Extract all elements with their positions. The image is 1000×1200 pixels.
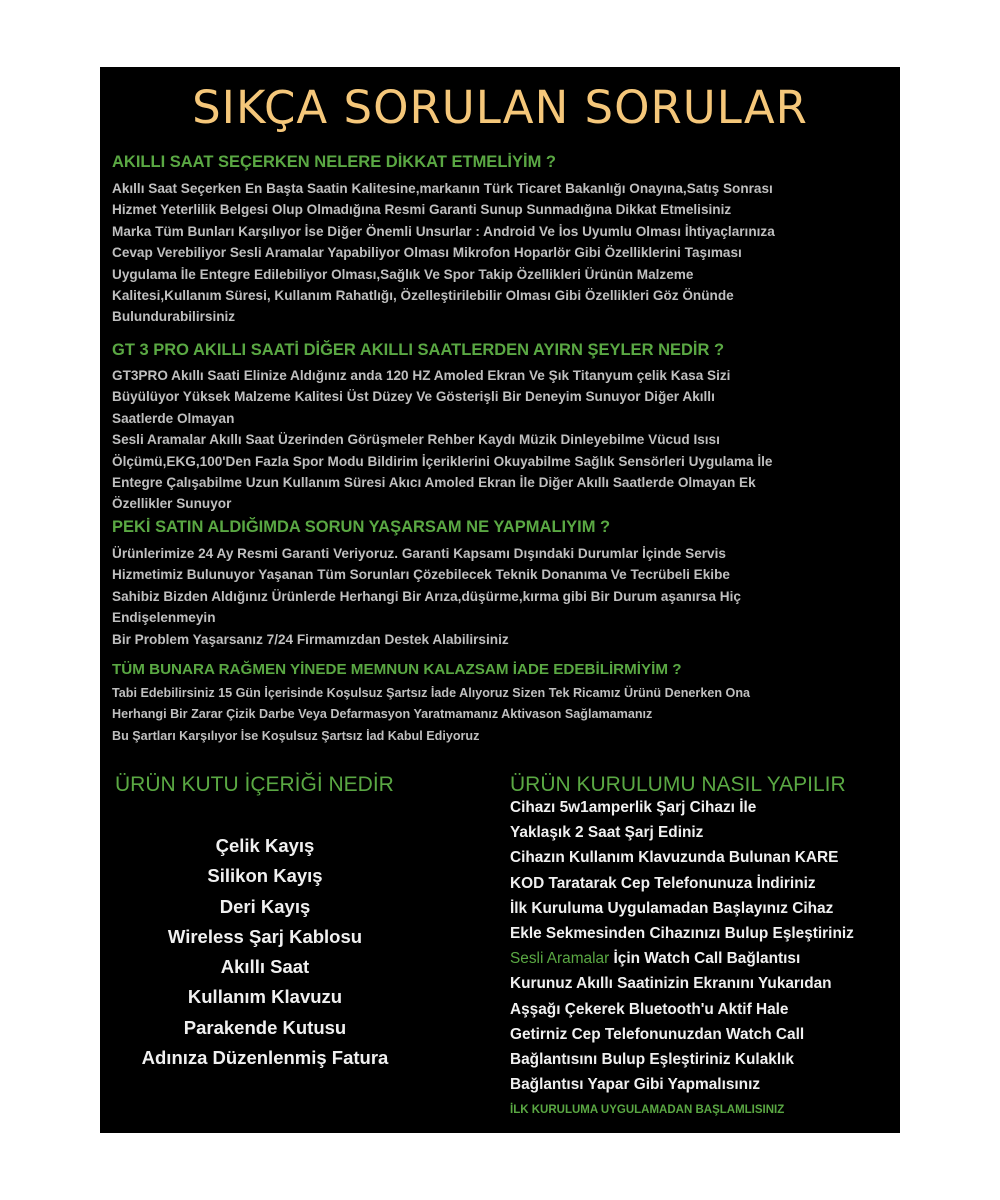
faq-answer-4 (112, 683, 897, 747)
answer-line: Kalitesi,Kullanım Süresi, Kullanım Rahatlığı, Özelleştirilebilir Olması Gibi Özellikleri Göz Önünde (112, 288, 734, 304)
answer-line: Bir Problem Yaşarsanız 7/24 Firmamızdan Destek Alabilirsiniz (112, 631, 509, 647)
faq-question-1: AKILLI SAAT SEÇERKEN NELERE DİKKAT ETMELİYİM ? (112, 153, 556, 171)
answer-line: Marka Tüm Bunları Karşılıyor İse Diğer Önemli Unsurlar : Android Ve İos Uyumlu Olması İhtiyaçlarınıza (112, 223, 775, 239)
setup-line: Cihazın Kullanım Klavuzunda Bulunan KARE (510, 849, 839, 867)
answer-line: Ölçümü,EKG,100'Den Fazla Spor Modu Bildirim İçeriklerini Okuyabilme Sağlık Sensörleri Uygulama İle (112, 453, 773, 469)
box-contents-heading: ÜRÜN KUTU İÇERİĞİ NEDİR (115, 773, 394, 796)
setup-line: Getirniz Cep Telefonunuzdan Watch Call (510, 1025, 805, 1043)
setup-line: Ekle Sekmesinden Cihazınızı Bulup Eşleştiriniz (510, 925, 854, 943)
list-item: Adınıza Düzenlenmiş Fatura (141, 1047, 389, 1069)
answer-line: Uygulama İle Entegre Edilebiliyor Olması,Sağlık Ve Spor Takip Özellikleri Ürünün Malzeme (112, 266, 694, 282)
answer-line: Akıllı Saat Seçerken En Başta Saatin Kalitesine,markanın Türk Ticaret Bakanlığı Onayına,Satış Sonrası (112, 181, 773, 196)
setup-line: KOD Taratarak Cep Telefonunuza İndiriniz (510, 874, 816, 892)
faq-answer-2 (112, 365, 897, 515)
answer-line: Entegre Çalışabilme Uzun Kullanım Süresi Akıcı Amoled Ekran İle Diğer Akıllı Saatlerde Olmayan Ek (112, 475, 756, 491)
setup-line: Aşşağı Çekerek Bluetooth'u Aktif Hale (510, 1000, 789, 1018)
setup-line: Bağlantısı Yapar Gibi Yapmalısınız (510, 1076, 761, 1094)
faq-question-2: GT 3 PRO AKILLI SAATİ DİĞER AKILLI SAATLERDEN AYIRN ŞEYLER NEDİR ? (112, 341, 725, 359)
setup-line-highlighted (510, 946, 900, 971)
answer-line: Sesli Aramalar Akıllı Saat Üzerinden Görüşmeler Rehber Kaydı Müzik Dinleyebilme Vücud Isısı (112, 432, 720, 448)
answer-line: Sahibiz Bizden Aldığınız Ürünlerde Herhangi Bir Arıza,düşürme,kırma gibi Bir Durum aşanırsa Hiç (112, 588, 741, 604)
answer-line: Hizmetimiz Bulunuyor Yaşanan Tüm Sorunları Çözebilecek Teknik Donanıma Ve Tecrübeli Ekibe (112, 567, 730, 583)
answer-line: Hizmet Yeterlilik Belgesi Olup Olmadığına Resmi Garanti Sunup Sunmadığına Dikkat Etmelisiniz (112, 202, 732, 218)
answer-line: Bu Şartları Karşılıyor İse Koşulsuz Şartsız İad Kabul Ediyoruz (112, 728, 480, 743)
page-title: SIKÇA SORULAN SORULAR (192, 81, 808, 134)
answer-line: Ürünlerimize 24 Ay Resmi Garanti Veriyoruz. Garanti Kapsamı Dışındaki Durumlar İçinde Servis (112, 546, 726, 561)
answer-line: Bulundurabilirsiniz (112, 309, 236, 325)
answer-line: Cevap Verebiliyor Sesli Aramalar Yapabiliyor Olması Mikrofon Hoparlör Gibi Özelliklerini Taşıması (112, 245, 742, 261)
setup-heading: ÜRÜN KURULUMU NASIL YAPILIR (510, 773, 846, 796)
answer-line: Endişelenmeyin (112, 610, 216, 626)
answer-line: Büyülüyor Yüksek Malzeme Kalitesi Üst Düzey Ve Gösterişli Bir Deneyim Sunuyor Diğer Akıllı (112, 389, 715, 405)
list-item: Çelik Kayış (215, 835, 315, 856)
setup-line: Bağlantısını Bulup Eşleştiriniz Kulaklık (510, 1051, 794, 1069)
list-item: Akıllı Saat (220, 956, 310, 978)
setup-footer-note: İLK KURULUMA UYGULAMADAN BAŞLAMLISINIZ (510, 1104, 785, 1116)
list-item: Silikon Kayış (207, 865, 323, 887)
answer-line: Herhangi Bir Zarar Çizik Darbe Veya Defarmasyon Yaratmamanız Aktivason Sağlamamanız (112, 707, 653, 722)
answer-line: GT3PRO Akıllı Saati Elinize Aldığınız anda 120 HZ Amoled Ekran Ve Şık Titanyum çelik Kasa Sizi (112, 368, 731, 383)
setup-line: Yaklaşık 2 Saat Şarj Ediniz (510, 824, 704, 842)
list-item: Parakende Kutusu (183, 1016, 347, 1038)
faq-question-3: PEKİ SATIN ALDIĞIMDA SORUN YAŞARSAM NE YAPMALIYIM ? (112, 518, 611, 536)
list-item: Kullanım Klavuzu (187, 986, 343, 1008)
setup-line: İlk Kuruluma Uygulamadan Başlayınız Cihaz (510, 899, 834, 917)
highlight-rest: İçin Watch Call Bağlantısı (609, 950, 801, 968)
faq-question-4: TÜM BUNARA RAĞMEN YİNEDE MEMNUN KALAZSAM İADE EDEBİLİRMİYİM ? (112, 661, 682, 678)
setup-line: Cihazı 5w1amperlik Şarj Cihazı İle (510, 799, 757, 816)
list-item: Wireless Şarj Kablosu (167, 925, 363, 947)
answer-line: Özellikler Sunuyor (112, 496, 232, 512)
faq-panel (100, 67, 900, 1133)
setup-instructions (510, 795, 900, 1097)
list-item: Deri Kayış (219, 895, 311, 917)
box-contents-list (100, 831, 430, 1073)
faq-answer-3 (112, 543, 897, 650)
answer-line: Saatlerde Olmayan (112, 410, 235, 426)
highlight-text: Sesli Aramalar (510, 950, 610, 968)
answer-line: Tabi Edebilirsiniz 15 Gün İçerisinde Koşulsuz Şartsız İade Alıyoruz Sizen Tek Ricamız Ürünü Denerken Ona (112, 686, 751, 700)
setup-line: Kurunuz Akıllı Saatinizin Ekranını Yukarıdan (510, 975, 832, 993)
faq-answer-1 (112, 178, 897, 328)
